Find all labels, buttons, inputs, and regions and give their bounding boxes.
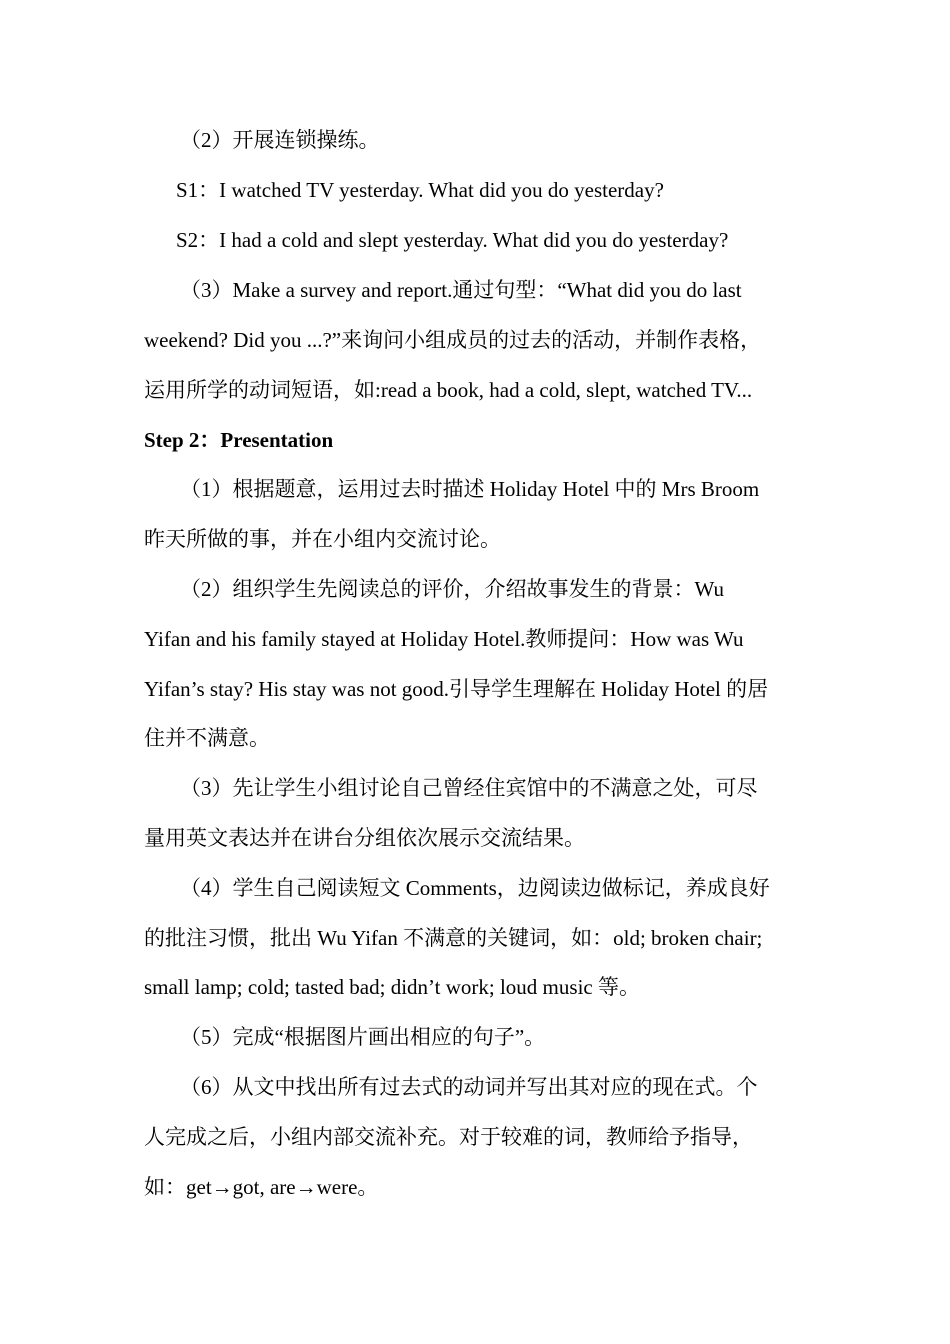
text-line: small lamp; cold; tasted bad; didn’t work; loud music 等。 <box>144 975 640 999</box>
text-line: weekend? Did you ...?”来询问小组成员的过去的活动，并制作表格， <box>144 328 762 352</box>
text-line: 住并不满意。 <box>144 726 270 750</box>
text-line: 量用英文表达并在讲台分组依次展示交流结果。 <box>144 826 585 850</box>
text-line: （1）根据题意，运用过去时描述 Holiday Hotel 中的 Mrs Broom <box>180 477 760 501</box>
text-line: 的批注习惯，批出 Wu Yifan 不满意的关键词，如：old; broken chair; <box>144 926 763 950</box>
text-line: （3）先让学生小组讨论自己曾经住宾馆中的不满意之处，可尽 <box>180 776 758 800</box>
text-line: Yifan and his family stayed at Holiday Hotel.教师提问：How was Wu <box>144 627 744 651</box>
text-line: Yifan’s stay? His stay was not good.引导学生理解在 Holiday Hotel 的居 <box>144 677 769 701</box>
text-line: （2）组织学生先阅读总的评价，介绍故事发生的背景：Wu <box>180 577 724 601</box>
text-line: （5）完成“根据图片画出相应的句子”。 <box>180 1025 546 1049</box>
text-line: （3）Make a survey and report.通过句型：“What did you do last <box>180 278 742 302</box>
text-line: S1：I watched TV yesterday. What did you do yesterday? <box>176 178 664 202</box>
text-line: 昨天所做的事，并在小组内交流讨论。 <box>144 527 501 551</box>
text-line: （4）学生自己阅读短文 Comments，边阅读边做标记，养成良好 <box>180 876 770 900</box>
text-line: 人完成之后，小组内部交流补充。对于较难的词，教师给予指导， <box>144 1125 753 1149</box>
text-line: 如：get→got, are→were。 <box>144 1175 379 1199</box>
text-line: （2）开展连锁操练。 <box>180 128 380 152</box>
text-line: S2：I had a cold and slept yesterday. What did you do yesterday? <box>176 228 729 252</box>
text-line: （6）从文中找出所有过去式的动词并写出其对应的现在式。个 <box>180 1075 758 1099</box>
section-heading: Step 2：Presentation <box>144 428 334 452</box>
text-line: 运用所学的动词短语，如:read a book, had a cold, slept, watched TV... <box>144 378 753 402</box>
